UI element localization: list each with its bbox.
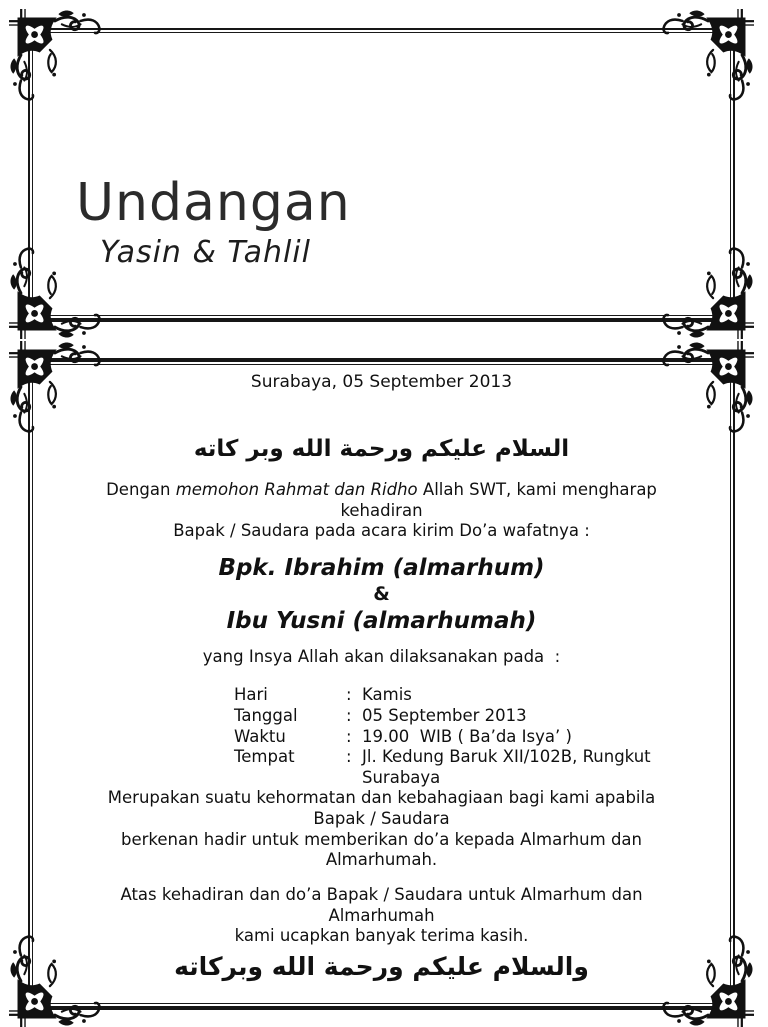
schedule-row xyxy=(234,747,733,788)
closing-salam: والسلام عليكم ورحمة الله وبركاته xyxy=(174,951,589,981)
invitation-frame xyxy=(28,358,735,1010)
paragraph-line: Atas kehadiran dan do’a Bapak / Saudara untuk Almarhum dan xyxy=(120,884,643,904)
schedule-label: Waktu xyxy=(234,726,286,746)
cover-content xyxy=(30,30,733,318)
intro-paragraph xyxy=(30,480,733,542)
schedule-colon: : xyxy=(346,747,352,767)
opening-salam: السلام عليكم ورحمة الله وبر كاته xyxy=(193,436,570,463)
paragraph-line: Bapak / Saudara xyxy=(313,809,450,829)
paragraph-line: berkenan hadir untuk memberikan do’a kepada Almarhum dan xyxy=(121,829,642,849)
schedule-row xyxy=(234,685,733,706)
schedule-value: Jl. Kedung Baruk XII/102B, Rungkut Surabaya xyxy=(362,747,656,787)
schedule-value: 19.00 WIB ( Ba’da Isya’ ) xyxy=(362,726,572,746)
schedule-label: Tempat xyxy=(234,747,295,767)
schedule-value: Kamis xyxy=(362,685,412,705)
schedule-label: Hari xyxy=(234,685,268,705)
closing-paragraph-1 xyxy=(30,788,733,871)
honoree-name-1: Bpk. Ibrahim (almarhum) xyxy=(218,554,545,581)
invitation-content xyxy=(30,362,733,1006)
intro-line-2: kehadiran xyxy=(340,500,423,520)
schedule-intro: yang Insya Allah akan dilaksanakan pada : xyxy=(202,646,561,666)
paragraph-line: Almarhumah. xyxy=(325,850,438,870)
honorees-block xyxy=(30,554,733,635)
paragraph-line: Merupakan suatu kehormatan dan kebahagiaan bagi kami apabila xyxy=(107,788,656,808)
schedule-row xyxy=(234,706,733,727)
cover-frame xyxy=(28,28,735,322)
schedule-colon: : xyxy=(346,685,352,705)
schedule-row xyxy=(234,727,733,748)
intro-line-1: Dengan memohon Rahmat dan Ridho Allah SWT, kami mengharap xyxy=(106,480,657,499)
paragraph-line: kami ucapkan banyak terima kasih. xyxy=(234,926,529,946)
honoree-name-2: Ibu Yusni (almarhumah) xyxy=(226,607,537,634)
closing-paragraph-2 xyxy=(30,885,733,947)
schedule-label: Tanggal xyxy=(234,705,298,725)
schedule-value: 05 September 2013 xyxy=(362,705,527,725)
schedule-colon: : xyxy=(346,705,352,725)
intro-line-3: Bapak / Saudara pada acara kirim Do’a wafatnya : xyxy=(173,521,590,541)
document-title: Undangan xyxy=(76,173,351,233)
ampersand: & xyxy=(373,582,390,605)
dateline: Surabaya, 05 September 2013 xyxy=(250,372,513,392)
document-subtitle: Yasin & Tahlil xyxy=(100,234,311,270)
paragraph-line: Almarhumah xyxy=(328,905,435,925)
schedule-table xyxy=(234,685,733,788)
schedule-colon: : xyxy=(346,726,352,746)
